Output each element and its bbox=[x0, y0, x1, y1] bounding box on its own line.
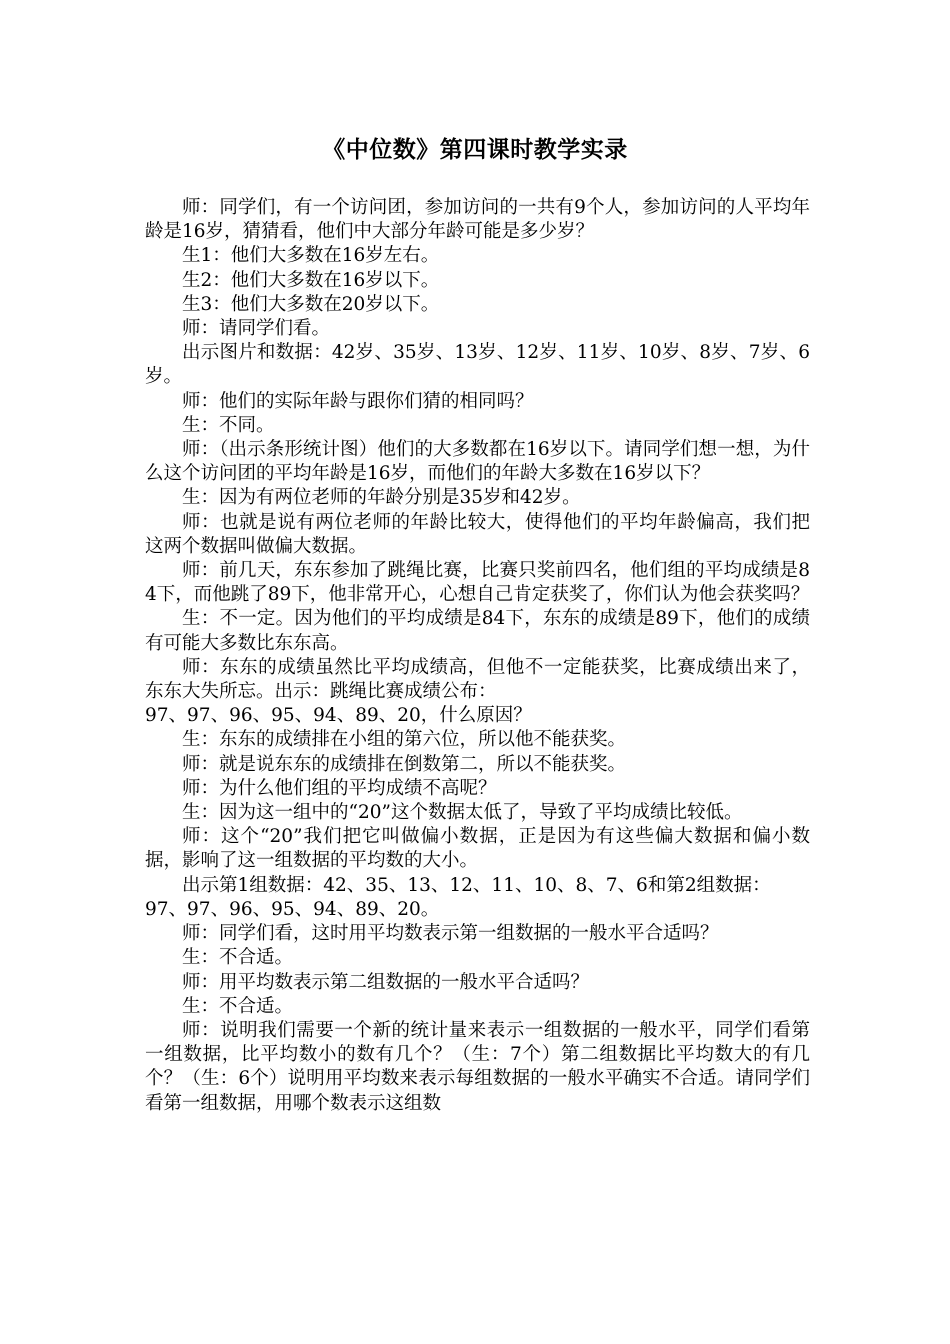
paragraph: 生2：他们大多数在16岁以下。 bbox=[182, 269, 440, 291]
paragraph: 师：同学们看，这时用平均数表示第一组数据的一般水平合适吗？ bbox=[182, 923, 719, 945]
paragraph: 97、97、96、95、94、89、20，什么原因？ bbox=[145, 705, 532, 727]
paragraph: 97、97、96、95、94、89、20。 bbox=[145, 898, 440, 920]
paragraph: 师：同学们，有一个访问团，参加访问的一共有9个人，参加访问的人平均年龄是16岁，猜猜看，他们中大部分年龄可能是多少岁？ bbox=[145, 197, 810, 243]
paragraph: 师：（出示条形统计图）他们的大多数都在16岁以下。请同学们想一想，为什么这个访问团的平均年龄是16岁，而他们的年龄大多数在16岁以下？ bbox=[145, 439, 810, 485]
paragraph: 生：不合适。 bbox=[182, 995, 294, 1017]
paragraph: 生：东东的成绩排在小组的第六位，所以他不能获奖。 bbox=[182, 729, 627, 751]
paragraph: 师：东东的成绩虽然比平均成绩高，但他不一定能获奖，比赛成绩出来了，东东大失所忘。出示：跳绳比赛成绩公布： bbox=[145, 656, 810, 703]
paragraph: 师：为什么他们组的平均成绩不高呢？ bbox=[182, 777, 497, 799]
paragraph: 生：不合适。 bbox=[182, 947, 294, 969]
paragraph: 生1：他们大多数在16岁左右。 bbox=[182, 245, 440, 267]
document-title: 《中位数》第四课时教学实录 bbox=[322, 136, 628, 163]
paragraph: 师：也就是说有两位老师的年龄比较大，使得他们的平均年龄偏高，我们把这两个数据叫做偏大数据。 bbox=[145, 511, 810, 557]
paragraph: 出示图片和数据：42岁、35岁、13岁、12岁、11岁、10岁、8岁、7岁、6岁。 bbox=[145, 342, 810, 388]
paragraph: 师：前几天，东东参加了跳绳比赛，比赛只奖前四名，他们组的平均成绩是84下，而他跳了89下，他非常开心，心想自己肯定获奖了，你们认为他会获奖吗？ bbox=[145, 560, 810, 606]
document-body bbox=[145, 196, 810, 1116]
paragraph: 出示第1组数据：42、35、13、12、11、10、8、7、6和第2组数据： bbox=[182, 874, 771, 896]
paragraph: 师：他们的实际年龄与跟你们猜的相同吗？ bbox=[182, 390, 534, 412]
paragraph: 生3：他们大多数在20岁以下。 bbox=[182, 293, 440, 315]
paragraph: 师：这个“20”我们把它叫做偏小数据，正是因为有这些偏大数据和偏小数据，影响了这一组数据的平均数的大小。 bbox=[145, 826, 810, 872]
paragraph: 师：说明我们需要一个新的统计量来表示一组数据的一般水平，同学们看第一组数据，比平均数小的数有几个？（生：7个）第二组数据比平均数大的有几个？（生：6个）说明用平均数来表示每组数据的一般水平确实不合适。请同学们看第一组数据，用哪个数表示这组数 bbox=[145, 1019, 810, 1114]
paragraph: 师：请同学们看。 bbox=[182, 318, 331, 340]
paragraph: 生：不一定。因为他们的平均成绩是84下，东东的成绩是89下，他们的成绩有可能大多数比东东高。 bbox=[145, 608, 810, 654]
paragraph: 生：因为有两位老师的年龄分别是35岁和42岁。 bbox=[182, 487, 581, 509]
paragraph: 生：不同。 bbox=[182, 414, 275, 436]
paragraph: 师：就是说东东的成绩排在倒数第二，所以不能获奖。 bbox=[182, 753, 627, 775]
paragraph: 师：用平均数表示第二组数据的一般水平合适吗？ bbox=[182, 971, 590, 993]
paragraph: 生：因为这一组中的“20”这个数据太低了，导致了平均成绩比较低。 bbox=[182, 802, 743, 824]
